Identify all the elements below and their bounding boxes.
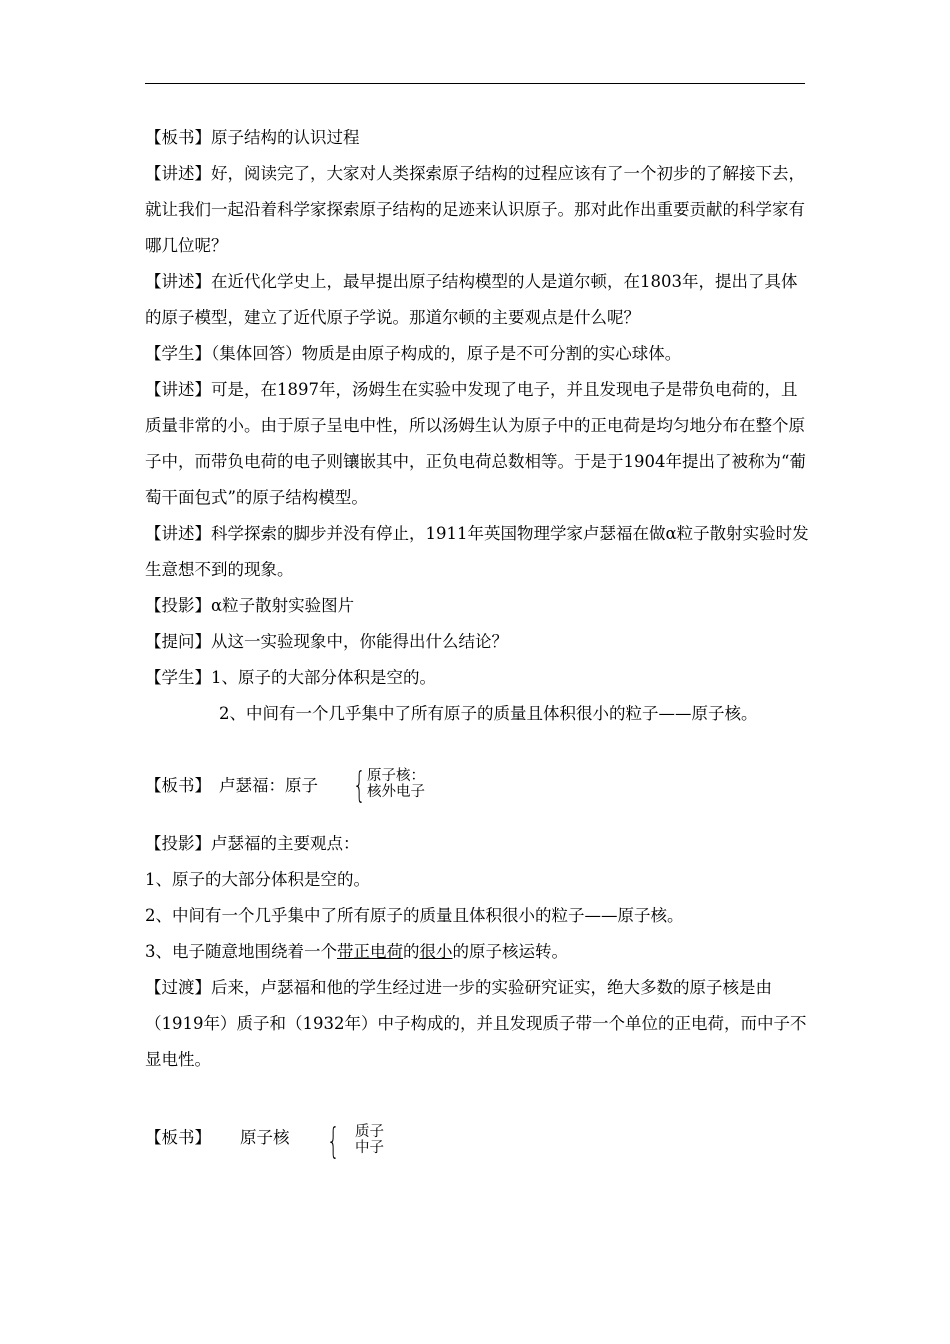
paragraph-narration-rutherford: 【讲述】科学探索的脚步并没有停止，1911年英国物理学家卢瑟福在做α粒子散射实验时发生意想不到的现象。 [145, 524, 809, 579]
paragraph-narration-dalton: 【讲述】在近代化学史上，最早提出原子结构模型的人是道尔顿，在1803年，提出了具体的原子模型，建立了近代原子学说。那道尔顿的主要观点是什么呢？ [145, 272, 798, 327]
projection-point-1: 1、原子的大部分体积是空的。 [145, 870, 370, 889]
projection-point-2: 2、中间有一个几乎集中了所有原子的质量且体积很小的粒子——原子核。 [145, 906, 684, 925]
brace-icon: { [327, 1121, 340, 1162]
brace-item-nucleus: 原子核： [367, 768, 425, 784]
brace-items [355, 1124, 384, 1156]
document-body [145, 120, 810, 1176]
paragraph-question: 【提问】从这一实验现象中，你能得出什么结论？ [145, 632, 508, 651]
paragraph-board-title: 【板书】原子结构的认识过程 [145, 128, 360, 147]
paragraph-projection-alpha: 【投影】α粒子散射实验图片 [145, 596, 355, 615]
paragraph-narration-1: 【讲述】好，阅读完了，大家对人类探索原子结构的过程应该有了一个初步的了解接下去，就让我们一起沿着科学家探索原子结构的足迹来认识原子。那对此作出重要贡献的科学家有哪几位呢？ [145, 164, 805, 255]
board-main-text: 卢瑟福：原子 [219, 776, 318, 795]
header-rule [145, 83, 805, 84]
paragraph-narration-thomson: 【讲述】可是，在1897年，汤姆生在实验中发现了电子，并且发现电子是带负电荷的，且质量非常的小。由于原子呈电中性，所以汤姆生认为原子中的正电荷是均匀地分布在整个原子中，而带负电荷的电子则镶嵌其中，正负电荷总数相等。于是于1904年提出了被称为“葡萄干面包式”的原子结构模型。 [145, 380, 806, 507]
paragraph-student-point-1: 【学生】1、原子的大部分体积是空的。 [145, 668, 436, 687]
paragraph-student-point-2: 2、中间有一个几乎集中了所有原子的质量且体积很小的粒子——原子核。 [219, 704, 758, 723]
brace-item-neutron: 中子 [355, 1140, 384, 1156]
brace-item-proton: 质子 [355, 1124, 384, 1140]
board-nucleus [145, 1118, 810, 1176]
projection-point-3: 3、电子随意地围绕着一个带正电荷的很小的原子核运转。 [145, 942, 568, 961]
brace-item-electrons: 核外电子 [367, 784, 425, 800]
brace-items [367, 768, 425, 800]
board-tag: 【板书】 [145, 1128, 211, 1147]
paragraph-student-answer: 【学生】（集体回答）物质是由原子构成的，原子是不可分割的实心球体。 [145, 344, 682, 363]
board-tag: 【板书】 [145, 776, 211, 795]
brace-icon: { [353, 765, 366, 806]
paragraph-projection-title: 【投影】卢瑟福的主要观点： [145, 834, 360, 853]
paragraph-transition: 【过渡】后来，卢瑟福和他的学生经过进一步的实验研究证实，绝大多数的原子核是由（1919年）质子和（1932年）中子构成的，并且发现质子带一个单位的正电荷，而中子不显电性。 [145, 978, 807, 1069]
board-main-text: 原子核 [240, 1128, 290, 1147]
board-rutherford-model [145, 766, 810, 824]
